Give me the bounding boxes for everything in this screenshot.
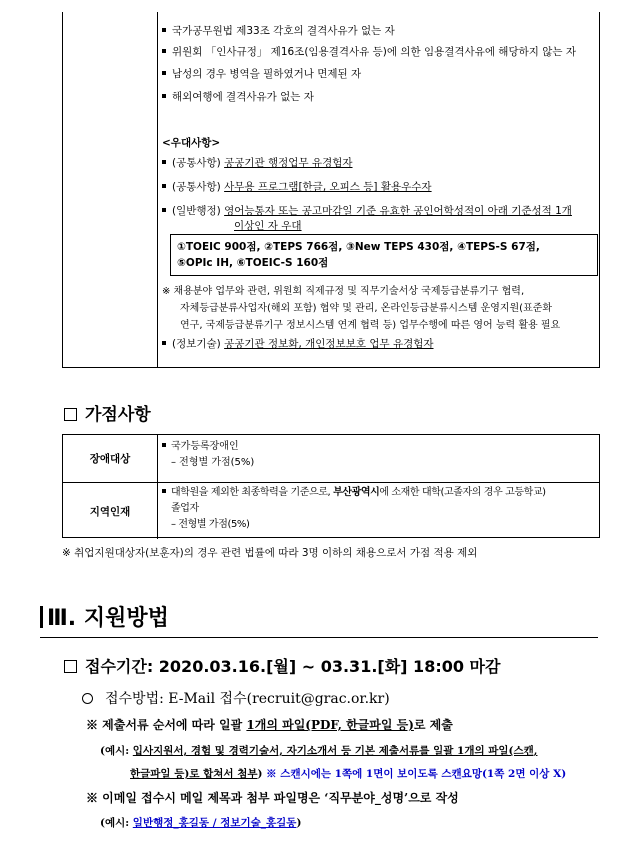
circle-bullet-icon xyxy=(82,693,93,704)
qual-item: 해외여행에 결격사유가 없는 자 xyxy=(162,90,314,104)
bonus-cell: 대학원을 제외한 최종학력을 기준으로, 부산광역시에 소재한 대학(고졸자의 경우 고등학교) 졸업자 – 전형별 가점(5%) xyxy=(162,483,598,539)
preferred-item: (공통사항) 사무용 프로그램[한글, 오피스 등] 활용우수자 xyxy=(162,180,432,194)
it-preferred-item: (정보기술) 공공기관 정보화, 개인정보보호 업무 유경험자 xyxy=(162,337,434,351)
application-method: 접수방법: E-Mail 접수(recruit@grac.or.kr) xyxy=(82,688,390,708)
bonus-label: 지역인재 xyxy=(63,483,158,539)
submission-example-cont: 한글파일 등)로 합쳐서 첨부) ※ 스캔시에는 1쪽에 1면이 보이도록 스캔요망(1쪽 2면 이상 X) xyxy=(130,768,567,780)
bonus-footnote: ※ 취업지원대상자(보훈자)의 경우 관련 법률에 따라 3명 이하의 채용으로서 가점 적용 제외 xyxy=(62,547,478,559)
qual-item: 남성의 경우 병역을 필하였거나 면제된 자 xyxy=(162,67,361,81)
qualifications-table xyxy=(62,12,600,368)
email-subject-instruction: ※ 이메일 접수시 메일 제목과 첨부 파일명은 ‘직무분야_성명’으로 작성 xyxy=(86,791,459,805)
application-period: 접수기간: 2020.03.16.[월] ~ 03.31.[화] 18:00 마감 xyxy=(64,654,500,677)
english-note-2: 자체등급분류사업자(해외 포함) 협약 및 관리, 온라인등급분류시스템 운영지원(표준화 xyxy=(180,303,553,314)
preferred-item: (일반행정) 영어능통자 또는 공고마감일 기준 유효한 공인어학성적이 아래 기준성적 1개 xyxy=(162,204,572,218)
preferred-heading: <우대사항> xyxy=(162,137,221,149)
qual-item: 국가공무원법 제33조 각호의 결격사유가 없는 자 xyxy=(162,24,395,38)
qual-item: 위원회 「인사규정」 제16조(임용결격사유 등)에 의한 임용결격사유에 해당하지 않는 자 xyxy=(162,45,576,59)
bonus-section-title: 가점사항 xyxy=(64,400,151,425)
submission-instruction: ※ 제출서류 순서에 따라 일괄 1개의 파일(PDF, 한글파일 등)로 제출 xyxy=(86,718,453,732)
email-subject-example: (예시: 일반행정_홍길동 / 정보기술_홍길동) xyxy=(100,817,302,829)
bonus-table xyxy=(62,434,600,538)
bonus-row-local-talent xyxy=(63,483,599,539)
preferred-item-cont: 이상인 자 우대 xyxy=(234,220,302,232)
bonus-label: 장애대상 xyxy=(63,435,158,482)
section-3-heading: Ⅲ. 지원방법 xyxy=(40,604,598,638)
square-bullet-icon xyxy=(64,660,77,673)
preferred-item: (공통사항) 공공기관 행정업무 유경험자 xyxy=(162,156,353,170)
english-note-3: 연구, 국제등급분류기구 정보시스템 연계 협력 등) 업무수행에 따른 영어 능력 활용 필요 xyxy=(180,320,561,331)
bonus-cell: 국가등록장애인 – 전형별 가점(5%) xyxy=(162,435,598,482)
submission-example: (예시: 입사지원서, 경험 및 경력기술서, 자기소개서 등 기본 제출서류를 일괄 1개의 파일(스캔, xyxy=(100,745,538,757)
square-bullet-icon xyxy=(64,408,77,421)
qualifications-label-cell xyxy=(63,12,158,367)
heading-bar-icon xyxy=(40,606,43,628)
test-scores-box: ①TOEIC 900점, ②TEPS 766점, ③New TEPS 430점, ④TEPS-S 67점, ⑤OPIc IH, ⑥TOEIC-S 160점 xyxy=(170,234,598,276)
english-note: ※ 채용분야 업무와 관련, 위원회 직제규정 및 직무기술서상 국제등급분류기구 협력, xyxy=(162,286,525,297)
bonus-row-disability xyxy=(63,435,599,483)
